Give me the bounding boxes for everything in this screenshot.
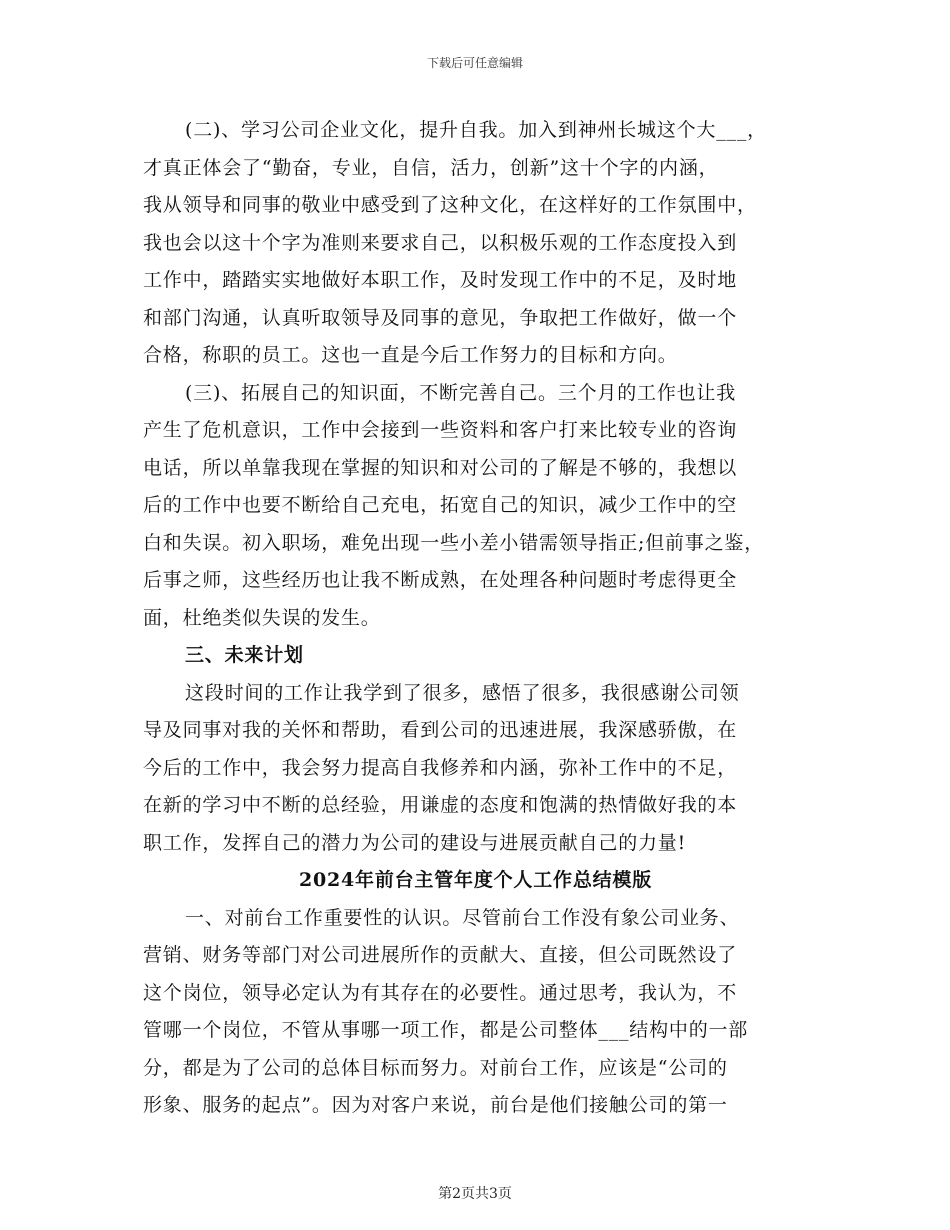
paragraph-line: 这个岗位，领导必定认为有其存在的必要性。通过思考，我认为，不 bbox=[143, 981, 738, 1004]
paragraph-line: 面，杜绝类似失误的发生。 bbox=[143, 606, 381, 629]
paragraph-line: 后事之师，这些经历也让我不断成熟，在处理各种问题时考虑得更全 bbox=[143, 569, 738, 591]
paragraph-line: 才真正体会了“勤奋，专业，自信，活力，创新”这十个字的内涵， bbox=[143, 156, 719, 179]
paragraph-line: 白和失误。初入职场，难免出现一些小差小错需领导指正;但前事之鉴， bbox=[143, 531, 765, 554]
paragraph-line: 我从领导和同事的敬业中感受到了这种文化，在这样好的工作氛围中， bbox=[143, 194, 757, 216]
paragraph-line: 职工作，发挥自己的潜力为公司的建设与进展贡献自己的力量! bbox=[143, 831, 687, 854]
page-header-note: 下载后可任意编辑 bbox=[426, 56, 523, 70]
paragraph-line: 电话，所以单靠我现在掌握的知识和对公司的了解是不够的，我想以 bbox=[143, 456, 738, 479]
paragraph-line: 管哪一个岗位，不管从事哪一项工作，都是公司整体___结构中的一部 bbox=[143, 1019, 749, 1041]
document-body bbox=[143, 112, 808, 1125]
page-number: 第2页共3页 bbox=[438, 1186, 512, 1202]
paragraph-line: 产生了危机意识，工作中会接到一些资料和客户打来比较专业的咨询 bbox=[143, 419, 738, 441]
document-title: 2024年前台主管年度个人工作总结模版 bbox=[298, 869, 653, 891]
paragraph-line: 形象、服务的起点”。因为对客户来说，前台是他们接触公司的第一 bbox=[143, 1094, 728, 1116]
paragraph-line: 今后的工作中，我会努力提高自我修养和内涵，弥补工作中的不足， bbox=[143, 756, 738, 779]
paragraph-line: 后的工作中也要不断给自己充电，拓宽自己的知识，减少工作中的空 bbox=[143, 494, 738, 516]
paragraph-line: 和部门沟通，认真听取领导及同事的意见，争取把工作做好，做一个 bbox=[143, 306, 738, 329]
paragraph-line: (二)、学习公司企业文化，提升自我。加入到神州长城这个大___， bbox=[185, 119, 767, 141]
section-heading: 三、未来计划 bbox=[185, 644, 304, 666]
paragraph-line: (三)、拓展自己的知识面，不断完善自己。三个月的工作也让我 bbox=[185, 381, 737, 404]
paragraph-line: 我也会以这十个字为准则来要求自己，以积极乐观的工作态度投入到 bbox=[143, 231, 738, 254]
paragraph-line: 营销、财务等部门对公司进展所作的贡献大、直接，但公司既然设了 bbox=[143, 944, 738, 966]
paragraph-line: 工作中，踏踏实实地做好本职工作，及时发现工作中的不足，及时地 bbox=[143, 269, 738, 291]
paragraph-line: 一、对前台工作重要性的认识。尽管前台工作没有象公司业务、 bbox=[185, 906, 740, 929]
paragraph-line: 在新的学习中不断的总经验，用谦虚的态度和饱满的热情做好我的本 bbox=[143, 794, 738, 816]
paragraph-line: 分，都是为了公司的总体目标而努力。对前台工作，应该是“公司的 bbox=[143, 1056, 728, 1079]
paragraph-line: 导及同事对我的关怀和帮助，看到公司的迅速进展，我深感骄傲，在 bbox=[143, 719, 738, 741]
paragraph-line: 合格，称职的员工。这也一直是今后工作努力的目标和方向。 bbox=[143, 344, 678, 366]
paragraph-line: 这段时间的工作让我学到了很多，感悟了很多，我很感谢公司领 bbox=[185, 681, 740, 704]
